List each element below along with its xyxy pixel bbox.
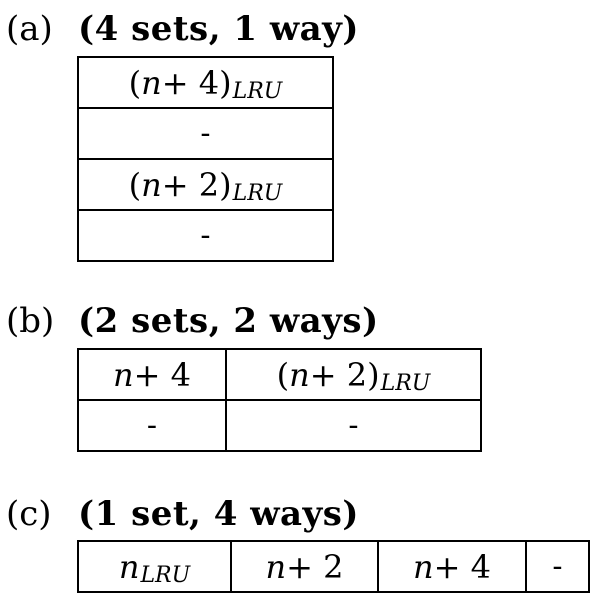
- panel-b-set-1-way-0: -: [77, 399, 227, 452]
- panel-a-label: (a): [6, 9, 53, 49]
- panel-a-set-2: ( n + 2 ) LRU: [77, 158, 334, 211]
- panel-b-set-1-way-1: -: [225, 399, 482, 452]
- panel-b-label: (b): [6, 301, 55, 341]
- panel-c-title: (1 set, 4 ways): [78, 494, 360, 534]
- panel-c-way-0: n LRU: [77, 540, 232, 593]
- panel-b-set-0-way-0: n + 4: [77, 348, 227, 401]
- panel-b-set-0-way-1: ( n + 2 ) LRU: [225, 348, 482, 401]
- panel-c-way-1: n + 2: [230, 540, 379, 593]
- panel-a-set-1: -: [77, 107, 334, 160]
- panel-a-title: (4 sets, 1 way): [78, 9, 360, 49]
- panel-a-set-0: ( n + 4 ) LRU: [77, 56, 334, 109]
- panel-a-set-3: -: [77, 209, 334, 262]
- panel-c-label: (c): [6, 494, 52, 534]
- panel-c-way-3: -: [525, 540, 590, 593]
- panel-c-way-2: n + 4: [377, 540, 527, 593]
- panel-b-title: (2 sets, 2 ways): [78, 301, 379, 341]
